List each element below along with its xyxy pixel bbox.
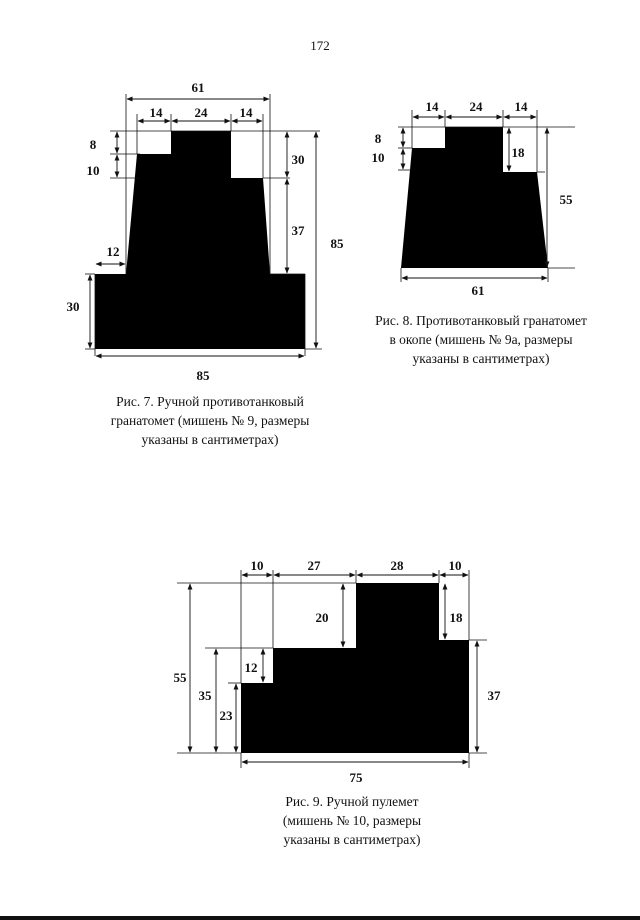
figure9-caption — [252, 792, 452, 849]
figure9-dim-left-height: 23 — [219, 708, 233, 723]
figure9-caption-line: указаны в сантиметрах) — [283, 832, 421, 847]
scan-bottom-edge — [0, 916, 640, 920]
figure9-dim-seg-3: 28 — [390, 558, 404, 573]
figure8-dim-left-step-large: 10 — [371, 150, 385, 165]
figure7-dim-seg-right: 14 — [239, 105, 253, 120]
figure8-dim-left-step-small: 8 — [374, 131, 382, 146]
figure7-dim-top-width: 61 — [191, 80, 205, 95]
figure7-dim-right-step: 30 — [291, 152, 305, 167]
figure9-caption-line: Рис. 9. Ручной пулемет — [285, 794, 419, 809]
figure7-caption — [92, 392, 328, 449]
figure7-dim-base-width: 85 — [196, 368, 210, 383]
figure8-caption — [356, 311, 606, 368]
figure8-silhouette — [401, 127, 548, 268]
figure7-caption-line: Рис. 7. Ручной противотанковый — [116, 394, 304, 409]
figure9-dim-right-step: 18 — [449, 610, 463, 625]
figure9-caption-line: (мишень № 10, размеры — [282, 813, 422, 828]
figure7-dim-left-step-small: 8 — [89, 137, 97, 152]
figure7-caption-line: указаны в сантиметрах) — [141, 432, 279, 447]
figure8-dim-total-height: 55 — [559, 192, 573, 207]
figure7-dim-right-height: 37 — [291, 223, 305, 238]
figure9-drawing — [174, 558, 502, 785]
figure8-caption-line: Рис. 8. Противотанковый гранатомет — [375, 313, 587, 328]
figure7-dim-seg-left: 14 — [149, 105, 163, 120]
figure7-dim-seg-mid: 24 — [194, 105, 208, 120]
page-number: 172 — [310, 38, 330, 53]
figure8-dim-seg-left: 14 — [425, 99, 439, 114]
figure7-dim-total-height: 85 — [330, 236, 344, 251]
figure9-dim-total-height: 55 — [173, 670, 187, 685]
figure9-dim-seg-4: 10 — [448, 558, 462, 573]
figure9-dim-seg-1: 10 — [250, 558, 264, 573]
figure9-silhouette — [241, 583, 469, 753]
figure8-dim-seg-mid: 24 — [469, 99, 483, 114]
figure7-dim-left-step-large: 10 — [86, 163, 100, 178]
figure8-drawing — [372, 99, 576, 298]
figure7-silhouette — [95, 131, 305, 349]
figure9-dim-mid-height: 35 — [198, 688, 212, 703]
figure8-caption-line: в окопе (мишень № 9а, размеры — [389, 332, 573, 347]
figure7-dim-shoulder: 12 — [106, 244, 120, 259]
figure8-dim-right-step: 18 — [511, 145, 525, 160]
figure9-dim-seg-2: 27 — [307, 558, 321, 573]
figure7-drawing — [67, 80, 345, 383]
figure9-dim-right-height: 37 — [487, 688, 501, 703]
figure7-caption-line: гранатомет (мишень № 9, размеры — [110, 413, 310, 428]
figure8-caption-line: указаны в сантиметрах) — [412, 351, 550, 366]
figure8-dim-base-width: 61 — [471, 283, 485, 298]
figure7-dim-base-height: 30 — [66, 299, 80, 314]
figure9-dim-base-width: 75 — [349, 770, 363, 785]
figure8-dim-seg-right: 14 — [514, 99, 528, 114]
figure9-dim-left-small-step: 12 — [244, 660, 258, 675]
figure9-dim-mid-step: 20 — [315, 610, 329, 625]
